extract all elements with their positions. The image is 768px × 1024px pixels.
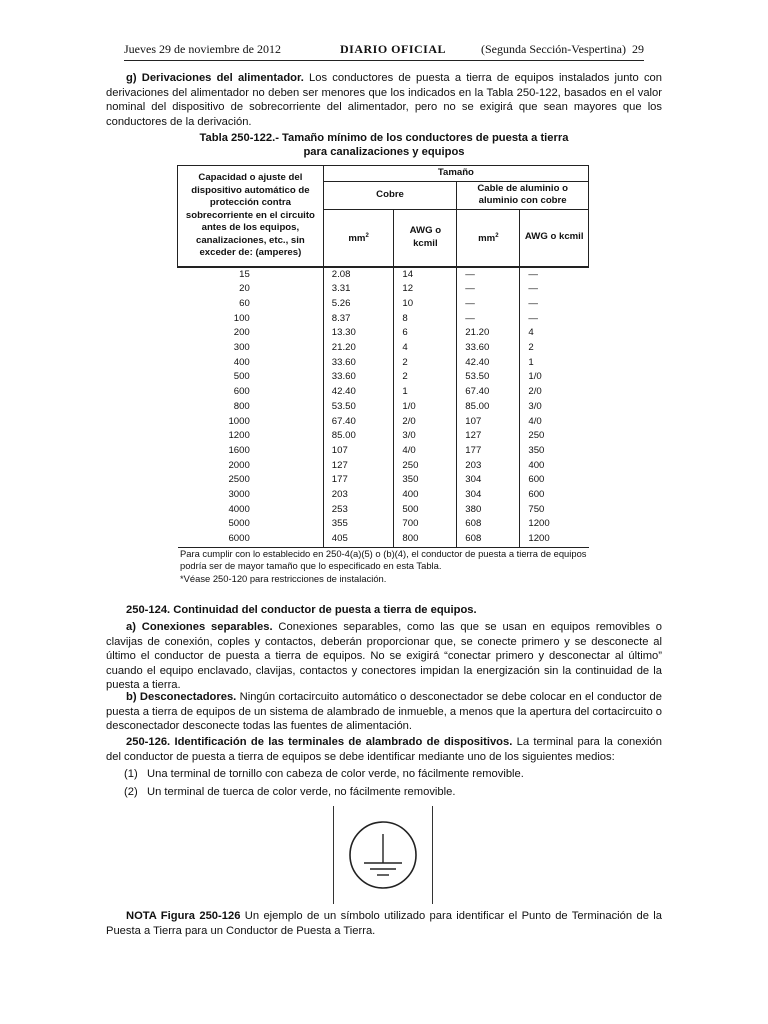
table-row	[178, 326, 589, 341]
paragraph-text: La terminal para la conexión del conductor de puesta a tierra de equipos se debe identificar mediante uno de los siguientes medios:	[106, 736, 662, 763]
table-cell: 67.40	[457, 385, 520, 400]
table-cell: 250	[520, 429, 589, 444]
header-copper-awg: AWG o kcmil	[394, 209, 457, 267]
table-cell: 5.26	[323, 297, 394, 312]
table-cell: 355	[323, 517, 394, 532]
header-rating: Capacidad o ajuste del dispositivo automático de protección contra sobrecorriente en el circuito antes de los equipos, canalizaciones, etc., sin exceder de: (amperes)	[178, 166, 324, 267]
header-aluminum-mm2: $mm^2$	[457, 209, 520, 267]
table-cell: —	[520, 297, 589, 312]
table-cell: 400	[233, 356, 250, 368]
table-cell: 1	[394, 385, 457, 400]
table-cell: 2	[394, 356, 457, 371]
table-caption-line2: para canalizaciones y equipos	[303, 146, 465, 158]
table-cell: 15	[178, 267, 324, 283]
section-heading-250-126: 250-126. Identificación de las terminales de alambrado de dispositivos.	[126, 736, 513, 748]
table-cell: 85.00	[457, 400, 520, 415]
table-cell: 8.37	[323, 312, 394, 327]
table-cell: 3/0	[394, 429, 457, 444]
paragraph-title: g) Derivaciones del alimentador.	[126, 72, 304, 84]
table-cell: 203	[323, 488, 394, 503]
table-cell: 2500	[228, 474, 250, 486]
table-row	[178, 459, 589, 474]
table-cell: 380	[457, 503, 520, 518]
table-cell: 203	[457, 459, 520, 474]
table-cell: 1/0	[394, 400, 457, 415]
table-row	[178, 415, 589, 430]
table-row	[178, 444, 589, 459]
paragraph-title: a) Conexiones separables.	[126, 621, 273, 633]
table-cell: 2/0	[394, 415, 457, 430]
table-cell: 608	[457, 532, 520, 547]
table-cell: 2.08	[323, 267, 394, 283]
table-cell: —	[520, 312, 589, 327]
table-cell: 13.30	[323, 326, 394, 341]
table-cell: —	[457, 282, 520, 297]
table-cell: 100	[233, 312, 250, 324]
figure-frame	[333, 806, 433, 904]
figure-note-text: Un ejemplo de un símbolo utilizado para identificar el Punto de Terminación de la Puesta a Tierra para un Conductor de Puesta a Tierra.	[106, 910, 662, 937]
table-cell: 5000	[228, 518, 250, 530]
table-row	[178, 532, 589, 547]
table-cell: 4/0	[394, 444, 457, 459]
table-cell: 4	[520, 326, 589, 341]
table-cell: 2/0	[520, 385, 589, 400]
table-cell: 1200	[520, 532, 589, 547]
table-cell: 107	[457, 415, 520, 430]
header-aluminum-awg: AWG o kcmil	[520, 209, 589, 267]
table-cell: 600	[520, 488, 589, 503]
table-cell: 33.60	[457, 341, 520, 356]
table-row	[178, 517, 589, 532]
table-row	[178, 370, 589, 385]
table-cell: 405	[323, 532, 394, 547]
paragraph-text: Ningún cortacircuito automático o desconectador se debe colocar en el conductor de puesta a tierra de equipos de un sistema de alambrado de inmueble, a menos que la apertura del cortacircuito o desconectador desconecte todas las fuentes de alimentación.	[106, 691, 662, 732]
table-cell: —	[520, 282, 589, 297]
table-cell: 8	[394, 312, 457, 327]
table-cell: 14	[394, 267, 457, 283]
table-row	[178, 356, 589, 371]
table-cell: 400	[520, 459, 589, 474]
table-cell: 60	[239, 297, 250, 309]
table-cell: 1/0	[520, 370, 589, 385]
table-row	[178, 400, 589, 415]
list-item	[124, 767, 664, 782]
table-cell: 2000	[228, 459, 250, 471]
table-cell: 2	[520, 341, 589, 356]
header-copper-mm2: $mm^2$	[323, 209, 394, 267]
table-cell: 200	[233, 327, 250, 339]
paragraph-desconectadores	[106, 690, 662, 734]
table-cell: 350	[520, 444, 589, 459]
figure-note-title: NOTA Figura 250-126	[126, 910, 241, 922]
table-cell: —	[457, 312, 520, 327]
table-cell: —	[457, 297, 520, 312]
table-row	[178, 429, 589, 444]
table-row	[178, 267, 589, 283]
list-item	[124, 785, 664, 800]
table-cell: 4/0	[520, 415, 589, 430]
paragraph-conexiones-separables	[106, 620, 662, 693]
table-cell: 800	[233, 400, 250, 412]
list-text: Una terminal de tornillo con cabeza de color verde, no fácilmente removible.	[147, 768, 524, 780]
figure-note	[106, 909, 662, 938]
table-cell: 177	[323, 473, 394, 488]
page-header	[124, 42, 644, 61]
table-cell: 2	[394, 370, 457, 385]
table-cell: 250	[394, 459, 457, 474]
table-cell: 3000	[228, 489, 250, 501]
paragraph-title: b) Desconectadores.	[126, 691, 237, 703]
header-section: (Segunda Sección-Vespertina)	[481, 42, 626, 56]
ground-symbol-icon	[334, 806, 432, 904]
table-cell: 4	[394, 341, 457, 356]
table-row	[178, 297, 589, 312]
table-cell: —	[457, 267, 520, 283]
paragraph-text: Los conductores de puesta a tierra de equipos instalados junto con derivaciones del alimentador no deben ser menores que los indicados en la Tabla 250-122, basados en el valor nominal del dispositivo de sobrecorriente del alimentador, pero no se exigirá que sean mayores que los conductores de la derivación.	[106, 72, 662, 128]
table-cell: 21.20	[323, 341, 394, 356]
table-row	[178, 341, 589, 356]
table-cell: 10	[394, 297, 457, 312]
table-cell: 1	[520, 356, 589, 371]
section-heading-250-124: 250-124. Continuidad del conductor de puesta a tierra de equipos.	[126, 604, 477, 616]
table-note-reference: *Véase 250-120 para restricciones de instalación.	[180, 573, 387, 584]
table-cell: 33.60	[323, 370, 394, 385]
table-cell: 6000	[178, 532, 324, 547]
table-cell: 350	[394, 473, 457, 488]
table-cell: 304	[457, 473, 520, 488]
table-note: Para cumplir con lo establecido en 250-4(a)(5) o (b)(4), el conductor de puesta a tierra de equipos podría ser de mayor tamaño que lo especificado en esta Tabla.	[180, 548, 587, 571]
table-cell: 600	[520, 473, 589, 488]
list-text: Un terminal de tuerca de color verde, no fácilmente removible.	[147, 786, 456, 798]
table-cell: 1600	[228, 444, 250, 456]
table-row	[178, 282, 589, 297]
table-caption	[106, 131, 662, 159]
table-cell: 500	[394, 503, 457, 518]
table-cell: 67.40	[323, 415, 394, 430]
table-caption-line1: Tabla 250-122.- Tamaño mínimo de los conductores de puesta a tierra	[199, 132, 569, 144]
table-cell: 253	[323, 503, 394, 518]
table-row	[178, 312, 589, 327]
paragraph-identificacion	[106, 735, 662, 764]
table-cell: 6	[394, 326, 457, 341]
header-journal: DIARIO OFICIAL	[340, 42, 447, 56]
table-row	[178, 385, 589, 400]
table-cell: 1200	[520, 517, 589, 532]
header-copper: Cobre	[323, 181, 457, 209]
table-cell: 42.40	[323, 385, 394, 400]
header-size: Tamaño	[323, 166, 588, 182]
table-cell: —	[520, 267, 589, 283]
table-cell: 3/0	[520, 400, 589, 415]
table-cell: 53.50	[323, 400, 394, 415]
table-cell: 750	[520, 503, 589, 518]
table-cell: 600	[233, 386, 250, 398]
table-cell: 127	[323, 459, 394, 474]
table-cell: 300	[233, 342, 250, 354]
table-cell: 21.20	[457, 326, 520, 341]
table-cell: 33.60	[323, 356, 394, 371]
header-date: Jueves 29 de noviembre de 2012	[124, 42, 281, 56]
table-cell: 1000	[228, 415, 250, 427]
table-cell: 12	[394, 282, 457, 297]
table-cell: 608	[457, 517, 520, 532]
table-cell: 85.00	[323, 429, 394, 444]
table-cell: 1200	[228, 430, 250, 442]
table-cell: 500	[233, 371, 250, 383]
table-row	[178, 488, 589, 503]
table-cell: 3.31	[323, 282, 394, 297]
table-cell: 20	[239, 283, 250, 295]
table-cell: 700	[394, 517, 457, 532]
table-row	[178, 503, 589, 518]
table-cell: 4000	[228, 503, 250, 515]
table-cell: 127	[457, 429, 520, 444]
table-cell: 800	[394, 532, 457, 547]
header-aluminum: Cable de aluminio o aluminio con cobre	[457, 181, 589, 209]
header-page-number: 29	[632, 42, 644, 56]
table-cell: 53.50	[457, 370, 520, 385]
list-number: (2)	[124, 786, 138, 798]
table-cell: 42.40	[457, 356, 520, 371]
table-cell: 107	[323, 444, 394, 459]
list-number: (1)	[124, 768, 138, 780]
grounding-conductor-table	[177, 165, 589, 548]
table-cell: 400	[394, 488, 457, 503]
table-cell: 304	[457, 488, 520, 503]
table-cell: 177	[457, 444, 520, 459]
table-row	[178, 473, 589, 488]
paragraph-text: Conexiones separables, como las que se usan en equipos removibles o clavijas de conexión, coples y contactos, deberán proporcionar que, se conecte primero y se desconecte al último el conductor de puesta a tierra de equipos. No se exigirá “conectar primero y desconectar al último” cuando el equipo enclavado, clavijas, contactos y conectores impidan la energización sin la continuidad de la puesta a tierra.	[106, 621, 662, 691]
paragraph-derivaciones	[106, 71, 662, 129]
